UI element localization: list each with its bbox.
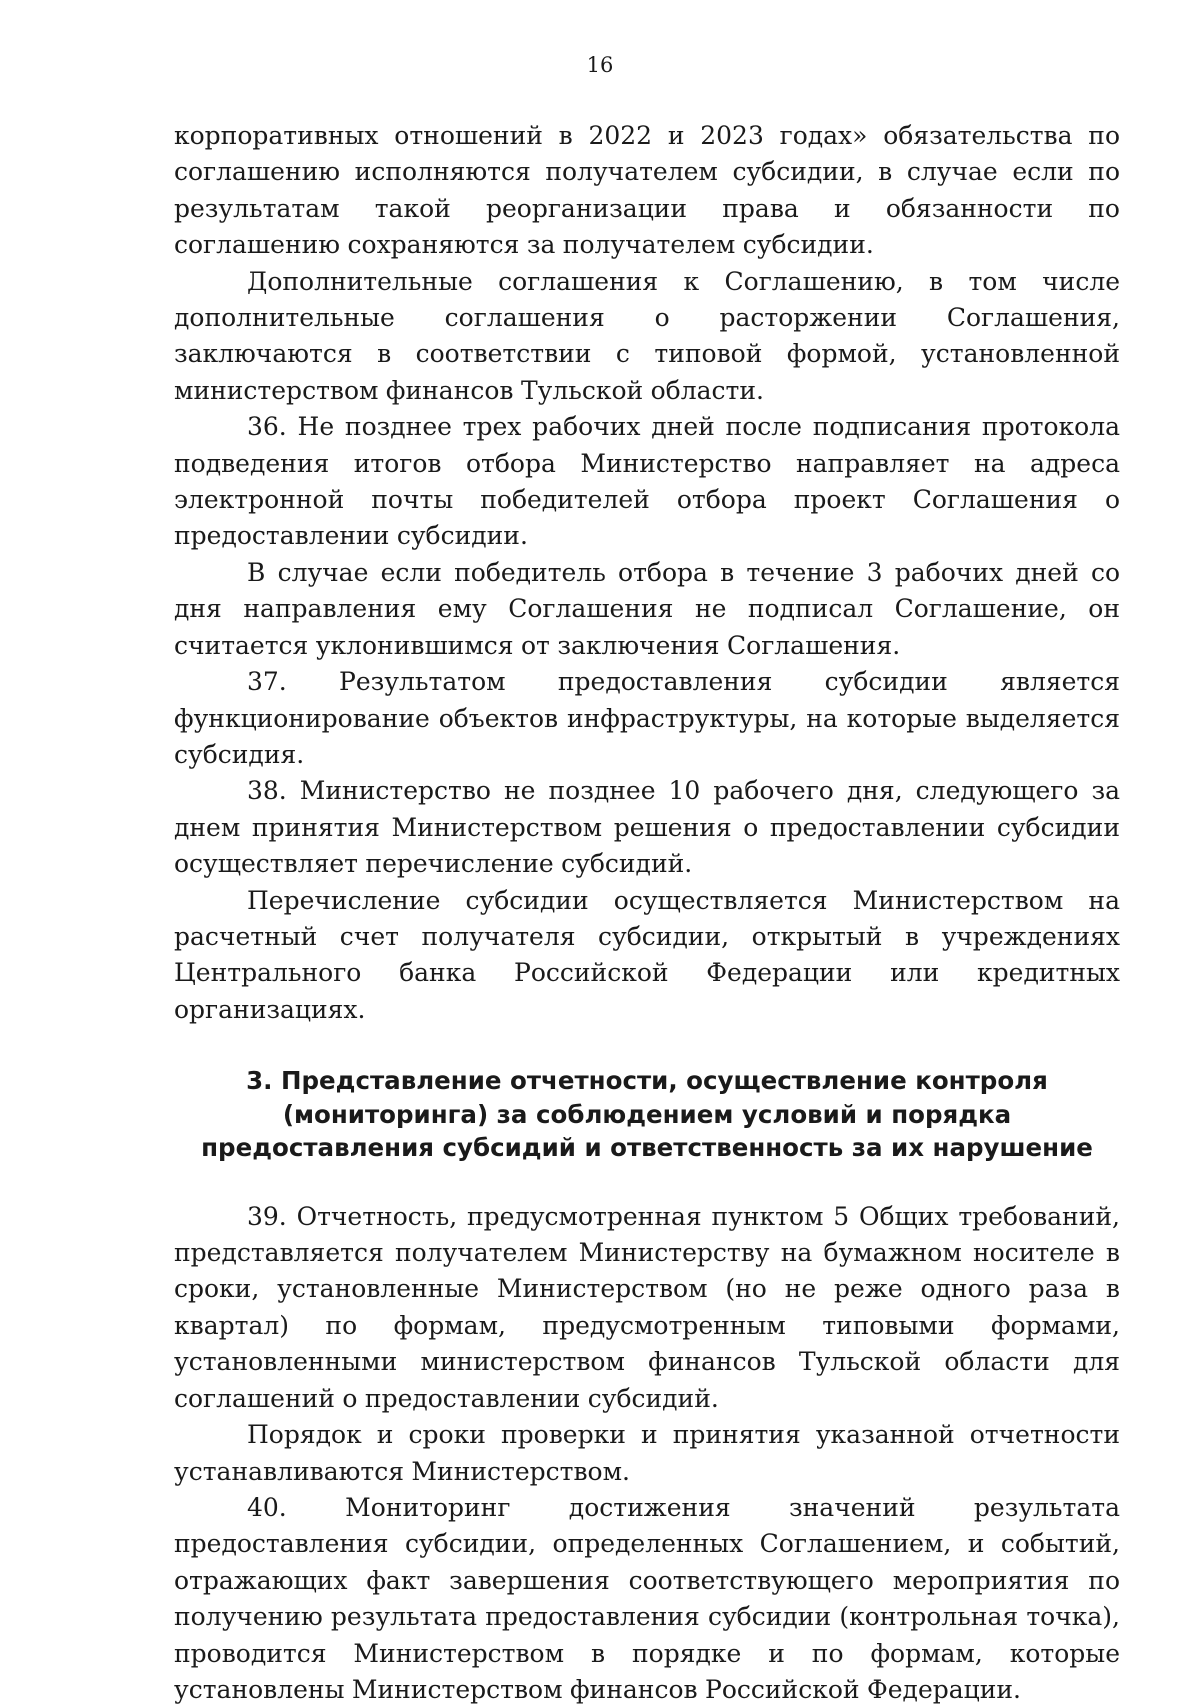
paragraph-additional-agreements: Дополнительные соглашения к Соглашению, в том числе дополнительные соглашения о расторжении Соглашения, заключаются в соответствии с типовой формой, установленной министерством финансов Тульской области.	[174, 266, 1120, 405]
section-heading-line: 3. Представление отчетности, осуществление контроля	[246, 1066, 1048, 1096]
document-body	[174, 118, 1120, 1708]
paragraph-38-transfer: Перечисление субсидии осуществляется Министерством на расчетный счет получателя субсидии, открытый в учреждениях Центрального банка Российской Федерации или кредитных организациях.	[174, 885, 1120, 1024]
paragraph-38: 38. Министерство не позднее 10 рабочего дня, следующего за днем принятия Министерством решения о предоставлении субсидии осуществляет перечисление субсидий.	[174, 776, 1120, 879]
paragraph-37: 37. Результатом предоставления субсидии является функционирование объектов инфраструктуры, на которые выделяется субсидия.	[174, 667, 1120, 769]
paragraph-continuation: корпоративных отношений в 2022 и 2023 годах» обязательства по соглашению исполняются получателем субсидии, в случае если по результатам такой реорганизации права и обязанности по соглашению сохраняются за получателем субсидии.	[174, 121, 1120, 260]
page-number: 16	[586, 53, 614, 77]
paragraph-39-procedure: Порядок и сроки проверки и принятия указанной отчетности устанавливаются Министерством.	[174, 1420, 1120, 1486]
paragraph-39: 39. Отчетность, предусмотренная пунктом 5 Общих требований, представляется получателем Министерству на бумажном носителе в сроки, установленные Министерством (но не реже одного раза в квартал) по формам, предусмотренным типовыми формами, установленными министерством финансов Тульской области для соглашений о предоставлении субсидий.	[174, 1201, 1120, 1413]
section-heading-line: предоставления субсидий и ответственность за их нарушение	[201, 1133, 1093, 1163]
paragraph-36-refusal: В случае если победитель отбора в течение 3 рабочих дней со дня направления ему Соглашения не подписал Соглашение, он считается уклонившимся от заключения Соглашения.	[174, 557, 1120, 660]
section-heading-line: (мониторинга) за соблюдением условий и порядка	[282, 1099, 1012, 1129]
section-3-heading	[174, 1064, 1120, 1165]
paragraph-40: 40. Мониторинг достижения значений результата предоставления субсидии, определенных Соглашением, и событий, отражающих факт завершения соответствующего мероприятия по получению результата предоставления субсидии (контрольная точка), проводится Министерством в порядке и по формам, которые установлены Министерством финансов Российской Федерации.	[174, 1492, 1120, 1704]
paragraph-36: 36. Не позднее трех рабочих дней после подписания протокола подведения итогов отбора Министерство направляет на адреса электронной почты победителей отбора проект Соглашения о предоставлении субсидии.	[174, 412, 1120, 551]
